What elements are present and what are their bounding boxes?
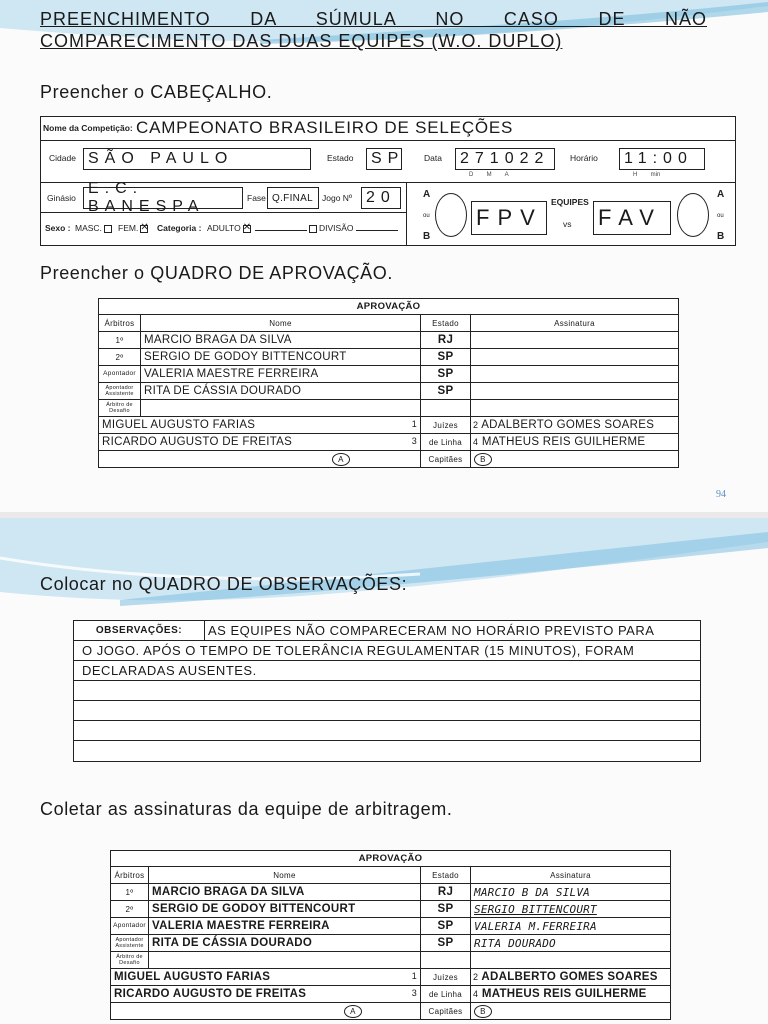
division-option [309,223,398,233]
line-judge-3: RICARDO AUGUSTO DE FREITAS [102,436,293,448]
observation-line-2: O JOGO. APÓS O TEMPO DE TOLERÂNCIA REGULAMENTAR (15 MINUTOS), FORAM [74,641,700,661]
captain-b-cell [471,451,679,468]
line-judge-left [111,969,421,986]
sex-label: Sexo : [45,223,71,233]
adult-label: ADULTO [207,223,241,233]
line-judges-row [111,969,671,986]
name-cell [149,952,421,969]
city-field: SÃO PAULO [83,148,311,170]
captains-row [99,451,679,468]
line-judge-4: MATHEUS REIS GUILHERME [481,436,646,448]
team-a-oval [435,193,467,237]
approval-table-2 [110,850,671,1020]
page-number: 94 [716,489,726,500]
signature-cell: MARCIO B DA SILVA [471,884,671,901]
masc-label: MASC. [75,223,102,233]
category-label: Categoria : [157,223,202,233]
line-judge-left [99,434,421,451]
team-b-side-a: A [717,189,725,200]
competition-label: Nome da Competição: [43,123,133,133]
state-label: Estado [327,153,354,163]
line-judge-right [471,417,679,434]
time-label: Horário [570,153,598,163]
adult-checkbox [243,225,251,233]
line-judge-4-num: 4 [473,437,479,447]
signature-cell [471,366,679,383]
title-line-2: COMPARECIMENTO DAS DUAS EQUIPES (W.O. DUPLO) [40,31,563,51]
observations-box [73,620,701,762]
captains-row [111,1003,671,1020]
line-judges-label: Juízes [421,417,471,434]
state-cell: SP [421,935,471,952]
line-judges-row [99,417,679,434]
name-cell [141,400,421,417]
observation-line-4 [74,681,700,701]
state-cell: RJ [421,884,471,901]
step-observations: Colocar no QUADRO DE OBSERVAÇÕES: [40,574,408,594]
game-label: Jogo Nº [322,193,353,203]
line-judge-1-num: 1 [411,419,417,429]
state-cell [421,952,471,969]
line-judge-1: MIGUEL AUGUSTO FARIAS [102,419,256,431]
line-judge-2: ADALBERTO GOMES SOARES [481,971,658,983]
date-label: Data [424,153,442,163]
role-cell: 2º [111,901,149,918]
team-b-name: FAV [593,201,671,235]
line-judge-1: MIGUEL AUGUSTO FARIAS [114,971,271,983]
step-approval: Preencher o QUADRO DE APROVAÇÃO. [40,263,393,283]
signature-cell: VALERIA M.FERREIRA [471,918,671,935]
signature-cell [471,383,679,400]
line-judge-4: MATHEUS REIS GUILHERME [481,988,647,1000]
role-cell: 1º [99,332,141,349]
name-cell: RITA DE CÁSSIA DOURADO [149,935,421,952]
gym-label: Ginásio [47,193,76,203]
name-cell: MARCIO BRAGA DA SILVA [149,884,421,901]
captains-label: Capitães [421,1003,471,1020]
scoresheet-header [40,116,736,246]
observation-line-6 [74,721,700,741]
line-judge-right [471,986,671,1003]
name-cell: SERGIO DE GODOY BITTENCOURT [149,901,421,918]
state-cell: SP [421,383,471,400]
line-judge-right [471,434,679,451]
step-signatures: Coletar as assinaturas da equipe de arbitragem. [40,799,453,819]
signature-cell: SERGIO BITTENCOURT [471,901,671,918]
line-judges-row [111,986,671,1003]
line-judge-3: RICARDO AUGUSTO DE FREITAS [114,988,307,1000]
captain-a-cell [111,1003,421,1020]
line-judge-3-num: 3 [411,436,417,446]
state-cell: SP [421,901,471,918]
competition-row [41,117,735,141]
category-row [41,213,407,245]
city-row [41,141,735,183]
role-cell: Árbitro de Desafio [99,400,141,417]
table-row [99,366,679,383]
state-field: SP [366,148,402,170]
team-b-side-b: B [717,231,725,242]
col-state: Estado [421,315,471,332]
line-judge-2: ADALBERTO GOMES SOARES [481,419,655,431]
team-a-or: ou [423,213,430,219]
col-signature: Assinatura [471,315,679,332]
name-cell: MARCIO BRAGA DA SILVA [141,332,421,349]
role-cell: 2º [99,349,141,366]
signature-cell: RITA DOURADO [471,935,671,952]
approval-title: APROVAÇÃO [111,851,671,867]
table-row [111,901,671,918]
name-cell: VALERIA MAESTRE FERREIRA [149,918,421,935]
signature-cell [471,952,671,969]
col-name: Nome [149,867,421,884]
captain-a-circle: A [332,453,350,466]
vs-label: vs [563,219,572,229]
name-cell: RITA DE CÁSSIA DOURADO [141,383,421,400]
col-referees: Árbitros [99,315,141,332]
table-row [99,332,679,349]
state-cell [421,400,471,417]
captain-a-cell [99,451,421,468]
table-row [111,918,671,935]
observation-line-1 [74,621,700,641]
phase-field: Q.FINAL [267,187,319,209]
fem-label: FEM. [118,223,139,233]
line-judge-right [471,969,671,986]
table-row [111,952,671,969]
line-judges-label: Juízes [421,969,471,986]
name-cell: VALERIA MAESTRE FERREIRA [141,366,421,383]
col-state: Estado [421,867,471,884]
team-b-or: ou [717,213,724,219]
role-cell: Apontador [99,366,141,383]
city-label: Cidade [49,153,76,163]
game-field: 20 [361,187,401,209]
observation-line-7 [74,741,700,761]
teams-label: EQUIPES [551,197,589,207]
line-judge-left [111,986,421,1003]
approval-title: APROVAÇÃO [99,299,679,315]
observation-line-3: DECLARADAS AUSENTES. [74,661,700,681]
masc-checkbox [104,225,112,233]
name-cell: SERGIO DE GODOY BITTENCOURT [141,349,421,366]
table-row [99,349,679,366]
adult-option [207,223,307,233]
masc-option [75,223,112,233]
division-label: DIVISÃO [319,223,354,233]
step-header: Preencher o CABEÇALHO. [40,82,273,102]
team-a-side-a: A [423,189,431,200]
gym-field: E.C. BANESPA [83,187,243,209]
page-title [40,8,707,52]
table-row [99,400,679,417]
team-a-name: FPV [471,201,547,235]
line-judge-left [99,417,421,434]
table-row [99,383,679,400]
role-cell: Árbitro de Desafio [111,952,149,969]
role-cell: 1º [111,884,149,901]
state-cell: RJ [421,332,471,349]
line-judge-1-num: 1 [411,971,417,981]
fem-checkbox [140,225,148,233]
col-signature: Assinatura [471,867,671,884]
table-row [111,935,671,952]
state-cell: SP [421,918,471,935]
role-cell: Apontador [111,918,149,935]
role-cell: Apontador Assistente [99,383,141,400]
gym-row [41,180,407,215]
date-parts: D M A [469,172,509,178]
time-parts: H min [633,172,661,178]
date-field: 271022 [455,148,555,170]
division-checkbox [309,225,317,233]
observation-line-5 [74,701,700,721]
captains-label: Capitães [421,451,471,468]
approval-table-1 [98,298,679,468]
role-cell: Apontador Assistente [111,935,149,952]
line-judges-label: de Linha [421,986,471,1003]
signature-cell [471,349,679,366]
captain-b-circle: B [474,453,492,466]
competition-name: CAMPEONATO BRASILEIRO DE SELEÇÕES [136,118,514,137]
col-name: Nome [141,315,421,332]
captain-b-cell [471,1003,671,1020]
phase-label: Fase [247,193,266,203]
observation-text-1: AS EQUIPES NÃO COMPARECERAM NO HORÁRIO PREVISTO PARA [208,623,655,638]
col-referees: Árbitros [111,867,149,884]
signature-cell [471,332,679,349]
team-b-oval [677,193,709,237]
fem-option [118,223,148,233]
title-line-1: PREENCHIMENTO DA SÚMULA NO CASO DE NÃO [40,9,707,29]
line-judges-label: de Linha [421,434,471,451]
captain-a-circle: A [344,1005,362,1018]
line-judge-3-num: 3 [411,988,417,998]
team-a-side-b: B [423,231,431,242]
state-cell: SP [421,366,471,383]
line-judge-2-num: 2 [473,420,479,430]
signature-cell [471,400,679,417]
line-judge-2-num: 2 [473,972,479,982]
line-judge-4-num: 4 [473,989,479,999]
state-cell: SP [421,349,471,366]
captain-b-circle: B [474,1005,492,1018]
observations-label: OBSERVAÇÕES: [74,621,205,641]
time-field: 11:00 [619,148,705,170]
table-row [111,884,671,901]
line-judges-row [99,434,679,451]
